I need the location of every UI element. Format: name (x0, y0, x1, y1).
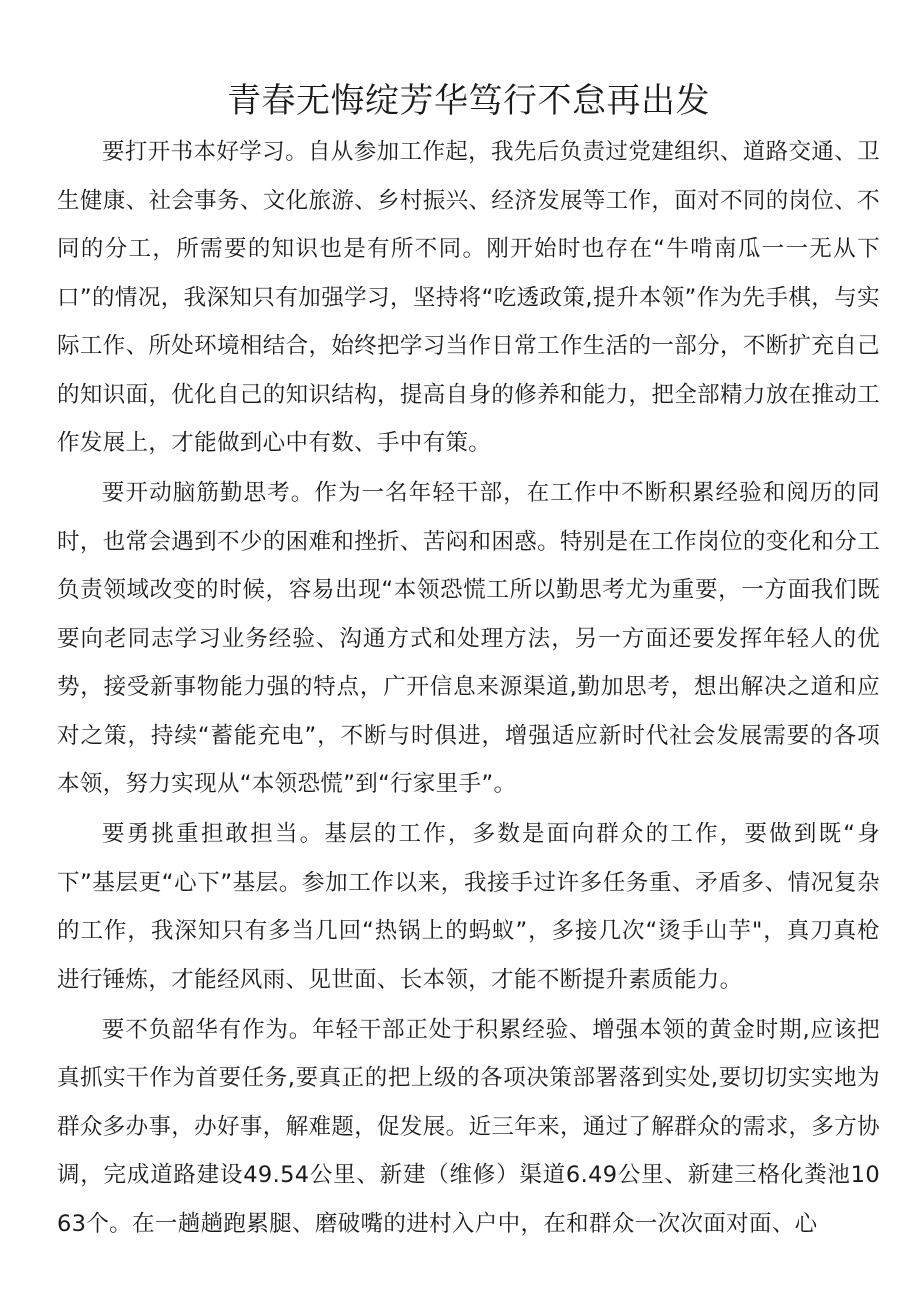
paragraph-study: 要打开书本好学习。自从参加工作起，我先后负责过党建组织、道路交通、卫生健康、社会事务、文化旅游、乡村振兴、经济发展等工作，面对不同的岗位、不同的分工，所需要的知识也是有所不同。刚开始时也存在“牛啃南瓜一一无从下口”的情况，我深知只有加强学习，坚持将“吃透政策,提升本领”作为先手棋，与实际工作、所处环境相结合，始终把学习当作日常工作生活的一部分，不断扩充自己的知识面，优化自己的知识结构，提高自身的修养和能力，把全部精力放在推动工作发展上，才能做到心中有数、手中有策。 (57, 139, 880, 456)
paragraph-thinking: 要开动脑筋勤思考。作为一名年轻干部，在工作中不断积累经验和阅历的同时，也常会遇到不少的困难和挫折、苦闷和困惑。特别是在工作岗位的变化和分工负责领域改变的时候，容易出现“本领恐慌工所以勤思考尤为重要，一方面我们既要向老同志学习业务经验、沟通方式和处理方法，另一方面还要发挥年轻人的优势，接受新事物能力强的特点，广开信息来源渠道,勤加思考，想出解决之道和应对之策，持续“蓄能充电”，不断与时俱进，增强适应新时代社会发展需要的各项本领，努力实现从“本领恐慌”到“行家里手”。 (57, 480, 880, 797)
document-title: 青春无悔绽芳华笃行不怠再出发 (227, 81, 710, 121)
paragraph-responsibility: 要勇挑重担敢担当。基层的工作，多数是面向群众的工作，要做到既“身下”基层更“心下”基层。参加工作以来，我接手过许多任务重、矛盾多、情况复杂的工作，我深知只有多当几回“热锅上的蚂蚁”，多接几次“烫手山芋"，真刀真枪进行锤炼，才能经风雨、见世面、长本领，才能不断提升素质能力。 (57, 821, 880, 993)
document-body (57, 128, 880, 1248)
paragraph-achievement: 要不负韶华有作为。年轻干部正处于积累经验、增强本领的黄金时期,应该把真抓实干作为首要任务,要真正的把上级的各项决策部署落到实处,要切切实实地为群众多办事，办好事，解难题，促发展。近三年来，通过了解群众的需求，多方协调，完成道路建设49.54公里、新建（维修）渠道6.49公里、新建三格化粪池1063个。在一趟趟跑累腿、磨破嘴的进村入户中，在和群众一次次面对面、心 (57, 1016, 880, 1237)
